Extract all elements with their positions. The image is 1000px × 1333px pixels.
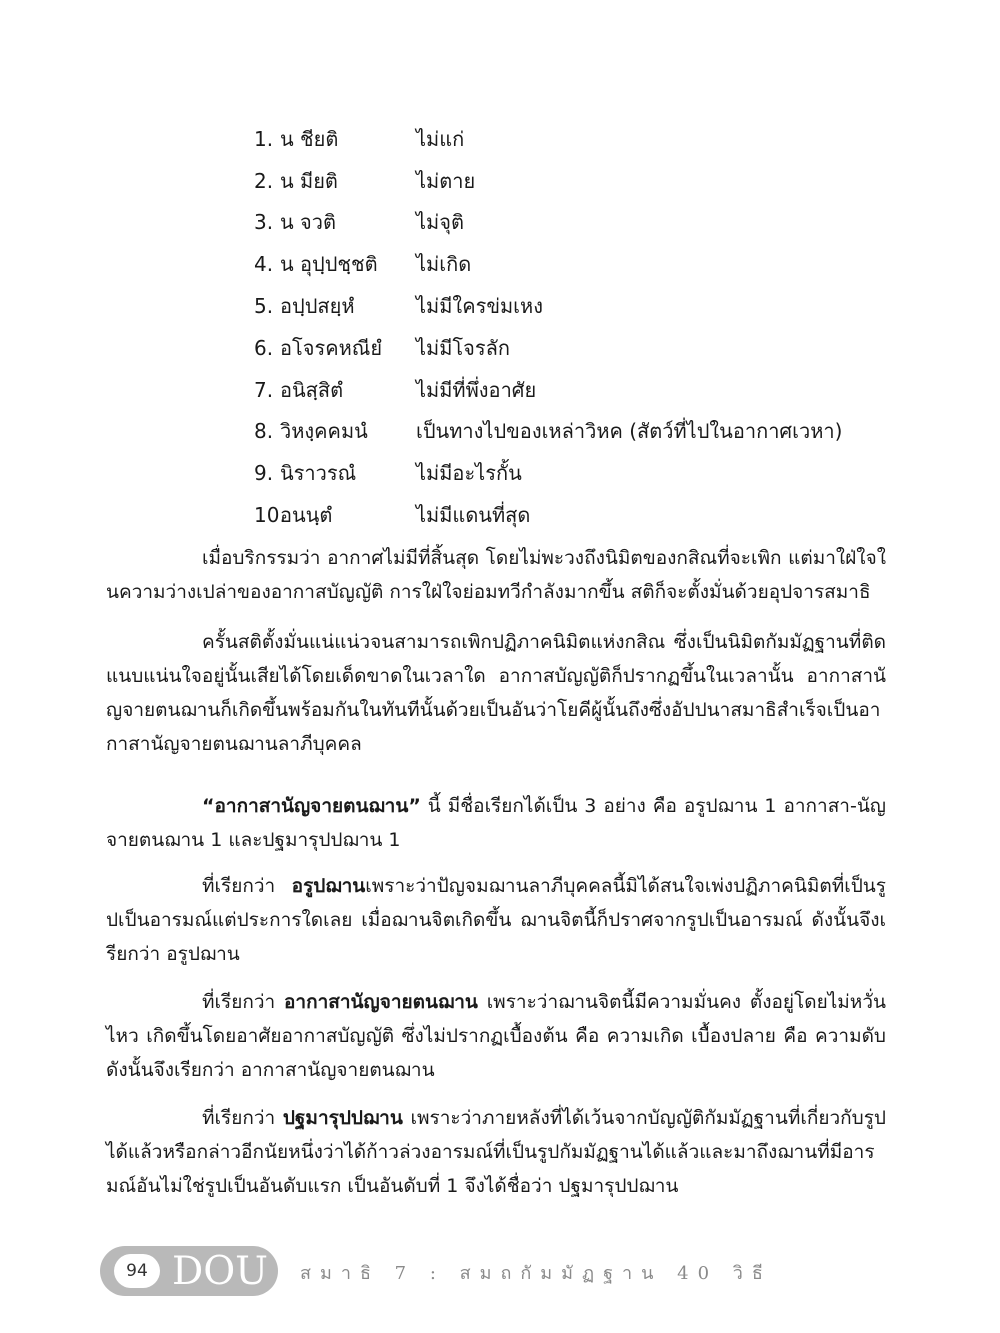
list-item xyxy=(254,285,934,327)
term-number: 1. xyxy=(254,126,274,151)
term-pali: น มียติ xyxy=(280,168,338,193)
list-item xyxy=(254,411,934,453)
term-pali: อโจรคหณียํ xyxy=(280,335,383,360)
paragraph-pathamaruppa xyxy=(106,1101,886,1203)
paragraph-lead: ที่เรียกว่า xyxy=(202,1107,283,1129)
paragraph-text: ครั้นสติตั้งมั่นแน่แน่วจนสามารถเพิกปฏิภาคนิมิตแห่งกสิณ ซึ่งเป็นนิมิตกัมมัฏฐานที่ติดแนบแน่นใจอยู่นั้นเสียได้โดยเด็ดขาดในเวลาใด อากาสบัญญัติก็ปรากฏขึ้นในเวลานั้น อากาสานัญจายตนฌานก็เกิดขึ้นพร้อมกันในทันทีนั้นด้วยเป็นอันว่าโยคีผู้นั้นถึงซึ่งอัปปนาสมาธิสำเร็จเป็นอากาสานัญจายตนฌานลาภีบุคคล xyxy=(106,631,886,755)
term-pali: อนิสฺสิตํ xyxy=(280,377,344,402)
paragraph-lead: ที่เรียกว่า xyxy=(202,875,292,897)
list-item xyxy=(254,118,934,160)
paragraph-lead: ที่เรียกว่า xyxy=(202,991,285,1013)
running-footer-title: สมาธิ 7 : สมถกัมมัฏฐาน 40 วิธี xyxy=(300,1263,772,1284)
paragraph-text: นี้ มีชื่อเรียกได้เป็น 3 อย่าง คือ อรูปฌาน 1 อากาสา-นัญจายตนฌาน 1 และปฐมารุปปฌาน 1 xyxy=(106,795,886,851)
bold-term: “อากาสานัญจายตนฌาน” xyxy=(202,795,421,817)
list-item xyxy=(254,327,934,369)
term-meaning: ไม่จุติ xyxy=(416,210,464,235)
paragraph-akasanancayatana xyxy=(106,985,886,1087)
term-number: 6. xyxy=(254,335,274,360)
term-meaning: เป็นทางไปของเหล่าวิหค (สัตว์ที่ไปในอากาศเวหา) xyxy=(416,419,843,444)
term-pali: น อุปฺปชฺชติ xyxy=(280,252,378,277)
term-meaning: ไม่มีโจรลัก xyxy=(416,335,510,360)
term-number: 3. xyxy=(254,210,274,235)
paragraph-attainment xyxy=(106,625,886,761)
term-pali: อปฺปสยฺหํ xyxy=(280,294,355,319)
bold-term: ปฐมารุปปฌาน xyxy=(282,1107,403,1129)
term-pali: น จวติ xyxy=(280,210,336,235)
term-pali: น ชียติ xyxy=(280,126,339,151)
term-number: 9. xyxy=(254,461,274,486)
list-item xyxy=(254,243,934,285)
bold-term: อรูปฌาน xyxy=(291,875,366,897)
term-number: 4. xyxy=(254,252,274,277)
list-item xyxy=(254,202,934,244)
term-number: 10. xyxy=(254,503,286,528)
paragraph-akasa-meditation xyxy=(106,541,886,609)
term-pali: นิราวรณํ xyxy=(280,461,357,486)
term-meaning: ไม่แก่ xyxy=(416,126,465,151)
bold-term: อากาสานัญจายตนฌาน xyxy=(284,991,478,1013)
paragraph-arupa-jhana xyxy=(106,869,886,971)
paragraph-text: เมื่อบริกรรมว่า อากาศไม่มีที่สิ้นสุด โดยไม่พะวงถึงนิมิตของกสิณที่จะเพิก แต่มาใฝ่ใจในความว่างเปล่าของอากาสบัญญัติ การใฝ่ใจย่อมทวีกำลังมากขึ้น สติก็จะตั้งมั่นด้วยอุปจารสมาธิ xyxy=(106,547,886,603)
term-meaning: ไม่มีใครข่มเหง xyxy=(416,294,543,319)
paragraph-three-names xyxy=(106,789,886,857)
list-item xyxy=(254,160,934,202)
paragraph-text: เพราะว่าปัญจมฌานลาภีบุคคลนี้มิได้สนใจเพ่งปฏิภาคนิมิตที่เป็นรูปเป็นอารมณ์แต่ประการใดเลย เมื่อฌานจิตเกิดขึ้น ฌานจิตนี้ก็ปราศจากรูปเป็นอารมณ์ ดังนั้นจึงเรียกว่า อรูปฌาน xyxy=(106,875,886,965)
dou-logo: DOU xyxy=(171,1248,269,1294)
list-item xyxy=(254,452,934,494)
term-meaning: ไม่เกิด xyxy=(416,252,472,277)
paragraph-text: เพราะว่าฌานจิตนี้มีความมั่นคง ตั้งอยู่โดยไม่หวั่นไหว เกิดขึ้นโดยอาศัยอากาสบัญญัติ ซึ่งไม่ปรากฏเบื้องต้น คือ ความเกิด เบื้องปลาย คือ ความดับ ดังนั้นจึงเรียกว่า อากาสานัญจายตนฌาน xyxy=(106,991,886,1081)
term-meaning: ไม่มีที่พึ่งอาศัย xyxy=(416,377,537,402)
term-pali: วิหงฺคคมนํ xyxy=(280,419,368,444)
page-number: 94 xyxy=(114,1254,160,1288)
term-pali: อนนฺตํ xyxy=(280,503,333,528)
term-number: 2. xyxy=(254,168,274,193)
paragraph-text: เพราะว่าภายหลังที่ได้เว้นจากบัญญัติกัมมัฏฐานที่เกี่ยวกับรูปได้แล้วหรือกล่าวอีกนัยหนึ่งว่าได้ก้าวล่วงอารมณ์ที่เป็นรูปกัมมัฏฐานได้แล้วและมาถึงฌานที่มีอารมณ์อันไม่ใช่รูปเป็นอันดับแรก เป็นอันดับที่ 1 จึงได้ชื่อว่า ปฐมารุปปฌาน xyxy=(106,1107,886,1197)
term-meaning: ไม่มีอะไรกั้น xyxy=(416,461,522,486)
pali-term-list xyxy=(254,118,934,536)
term-meaning: ไม่มีแดนที่สุด xyxy=(416,503,531,528)
list-item xyxy=(254,494,934,536)
term-number: 8. xyxy=(254,419,274,444)
term-meaning: ไม่ตาย xyxy=(416,168,476,193)
term-number: 7. xyxy=(254,377,274,402)
term-number: 5. xyxy=(254,294,274,319)
list-item xyxy=(254,369,934,411)
